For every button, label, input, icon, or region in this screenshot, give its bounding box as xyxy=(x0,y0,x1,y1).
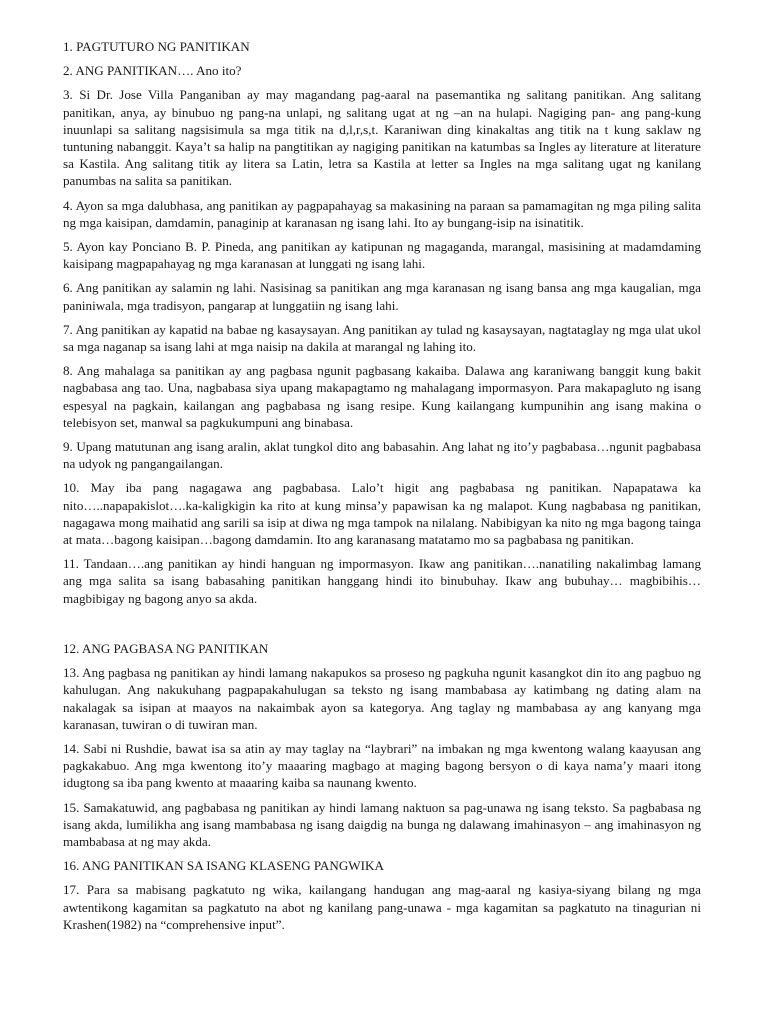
paragraph-17: 17. Para sa mabisang pagkatuto ng wika, kailangang handugan ang mag-aaral ng kasiya-siyang bilang ng mga awtentikong kagamitan sa pagkatuto na abot ng kanilang pang-unawa - mga kagamitan sa pagkatuto na tinagurian ni Krashen(1982) na “comprehensive input”. xyxy=(63,882,701,932)
heading-ano-ito: 2. ANG PANITIKAN…. Ano ito? xyxy=(63,63,242,79)
paragraph-14: 14. Sabi ni Rushdie, bawat isa sa atin ay may taglay na “laybrari” na imbakan ng mga kwentong walang kaayusan ang pagkakabuo. Ang mga kwentong ito’y maaaring magbago at maging bagong bersyon o di kaya nama’y maari itong idugtong sa iba pang kwento at maaaring kaiba sa naunang kwento. xyxy=(63,740,701,791)
paragraph-8: 8. Ang mahalaga sa panitikan ay ang pagbasa ngunit pagbasang kakaiba. Dalawa ang karaniwang banggit kung bakit nagbabasa ang tao. Una, nagbabasa siya upang makapagtamo ng mahalagang impormasyon. Para makapagluto ng isang espesyal na pagkain, kailangan ang pagbabasa ng isang resipe. Kung kailangang kumpunihin ang isang makina o telebisyon set, manwal sa pagkukumpuni ang binabasa. xyxy=(63,363,701,430)
heading-klaseng-pangwika: 16. ANG PANITIKAN SA ISANG KLASENG PANGWIKA xyxy=(63,858,384,874)
paragraph-11: 11. Tandaan….ang panitikan ay hindi hanguan ng impormasyon. Ikaw ang panitikan….nanatiling nakalimbag lamang ang mga salita sa isang babasahing panitikan hanggang hindi ito binubuhay. Ikaw ang bubuhay… magbibihis…magbibigay ng bagong anyo sa akda. xyxy=(63,556,701,606)
section-spacer xyxy=(63,614,701,640)
paragraph-13: 13. Ang pagbasa ng panitikan ay hindi lamang nakapukos sa proseso ng pagkuha ngunit kasangkot din ito ang pagbuo ng kahulugan. Ang nakukuhang pagpapakahulugan sa teksto ng isang mambabasa ay katimbang ng dating alam na nakalagak sa isipan at maayos na nakaimbak ayon sa kategorya. Ang taglay ng mambabasa ay ang kanyang mga karanasan, tuwiran o di tuwiran man. xyxy=(63,665,701,732)
heading-pagtuturo: 1. PAGTUTURO NG PANITIKAN xyxy=(63,39,250,54)
paragraph-7: 7. Ang panitikan ay kapatid na babae ng kasaysayan. Ang panitikan ay tulad ng kasaysayan, nagtataglay ng mga ulat ukol sa mga naganap sa isang lahi at mga naisip na dakila at marangal ng lahing ito. xyxy=(63,321,701,355)
paragraph-6: 6. Ang panitikan ay salamin ng lahi. Nasisinag sa panitikan ang mga karanasan ng isang bansa ang mga kaugalian, mga paniniwala, mga tradisyon, pangarap at lunggatiin ng isang lahi. xyxy=(63,280,701,313)
heading-pagbasa-ng-panitikan: 12. ANG PAGBASA NG PANITIKAN xyxy=(63,640,269,656)
paragraph-4: 4. Ayon sa mga dalubhasa, ang panitikan ay pagpapahayag sa makasining na paraan sa pamamagitan ng mga piling salita ng mga kaisipan, damdamin, panaginip at karanasan ng isang lahi. Ito ay bungang-isip na isinatitik. xyxy=(63,197,701,230)
paragraph-9: 9. Upang matutunan ang isang aralin, aklat tungkol dito ang babasahin. Ang lahat ng ito’y pagbabasa…ngunit pagbabasa na udyok ng pangangailangan. xyxy=(63,439,701,472)
paragraph-5: 5. Ayon kay Ponciano B. P. Pineda, ang panitikan ay katipunan ng magaganda, marangal, masisining at madamdaming kaisipang magpapahayag ng mga karanasan at lunggati ng isang lahi. xyxy=(63,239,701,272)
paragraph-3: 3. Si Dr. Jose Villa Panganiban ay may magandang pag-aaral na pasemantika ng salitang panitikan. Ang salitang panitikan, anya, ay binubuo ng pang-na unlapi, ng salitang ugat at ng –an na hulapi. Nagiging pan- ang pang-kung inuunlapi sa salitang nagsisimula sa mga titik na d,l,r,s,t. Karaniwan ding kinakaltas ang titik na t kung saklaw ng tuntuning nabanggit. Kaya’t sa halip na pangtitikan ay nagiging panitikan na katumbas sa Ingles ay literature at literature sa Kastila. Ang salitang titik ay litera sa Latin, letra sa Kastila at letter sa Ingles na mga salitang ugat ng kanilang panumbas na salita sa panitikan. xyxy=(63,87,701,189)
document-page xyxy=(63,38,701,940)
paragraph-10: 10. May iba pang nagagawa ang pagbabasa. Lalo’t higit ang pagbabasa ng panitikan. Napapatawa ka nito…..napapakislot….ka-kaligkigin ka rito at kung minsa’y papawisan ka ng malapot. Kung nagbabasa ng panitikan, nagagawa mong maihatid ang sarili sa isip at diwa ng mga tampok na nilalang. Nabibigyan ka nito ng mga bagong tainga at mata…bagong kaisipan…bagong damdamin. Ito ang karanasang matatamo mo sa pagbabasa ng panitikan. xyxy=(63,480,701,548)
paragraph-15: 15. Samakatuwid, ang pagbabasa ng panitikan ay hindi lamang naktuon sa pag-unawa ng isang teksto. Sa pagbabasa ng isang akda, lumilikha ang isang mambabasa ng isang daigdig na bunga ng dalawang imahinasyon – ang imahinasyon ng mambabasa at ng may akda. xyxy=(63,799,701,849)
